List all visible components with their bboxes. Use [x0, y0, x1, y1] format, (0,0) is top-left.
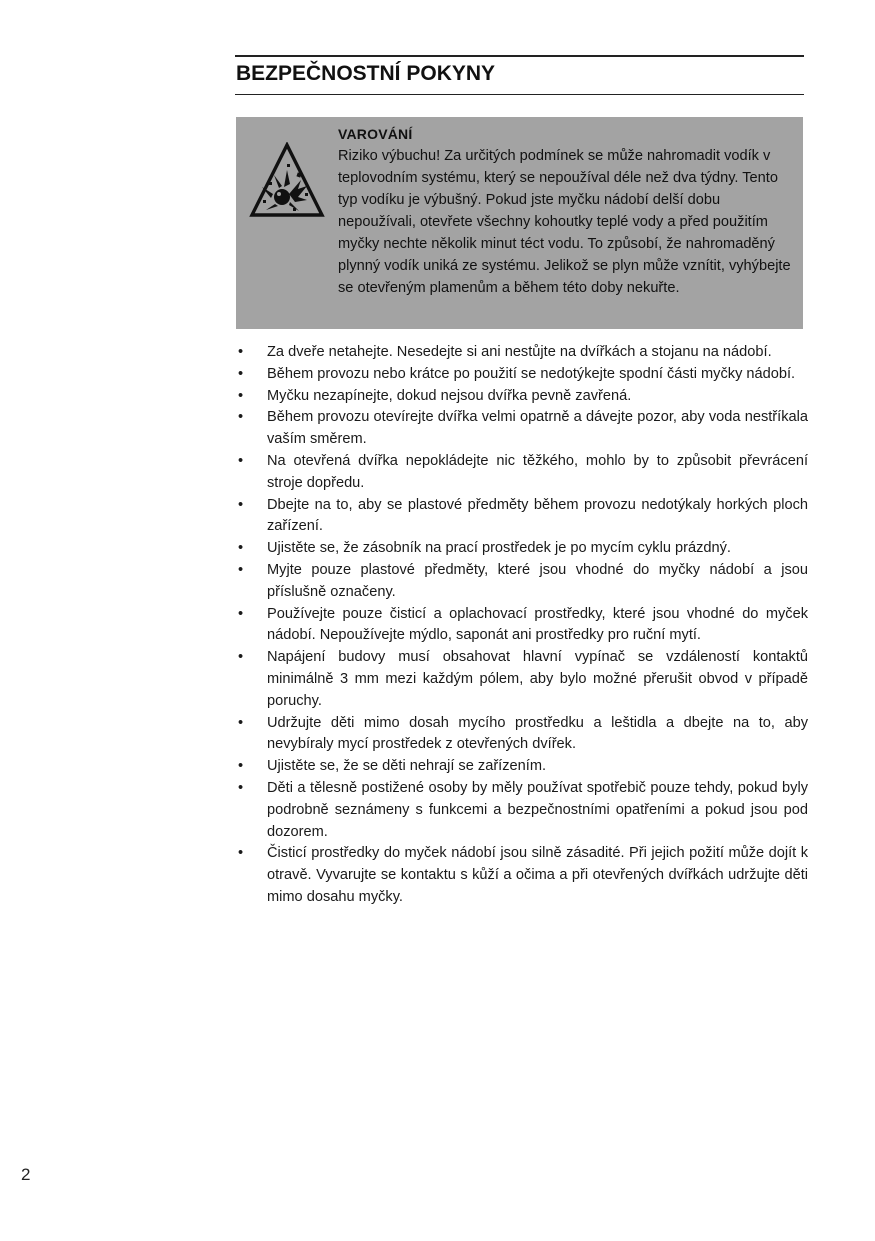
list-item — [238, 451, 808, 495]
bullet-icon: • — [238, 649, 244, 666]
list-item — [238, 843, 808, 908]
bullet-icon: • — [238, 758, 244, 775]
list-item-text: Ujistěte se, že zásobník na prací prostředek je po mycím cyklu prázdný. — [267, 540, 731, 557]
list-item — [238, 713, 808, 757]
list-item-text: Napájení budovy musí obsahovat hlavní vypínač se vzdáleností kontaktů minimálně 3 mm mezi každým pólem, aby bylo možné přerušit obvod v případě poruchy. — [267, 649, 808, 709]
list-item — [238, 495, 808, 539]
list-item-text: Dbejte na to, aby se plastové předměty během provozu nedotýkaly horkých ploch zařízení. — [267, 496, 808, 535]
warning-text — [338, 123, 796, 299]
bullet-icon: • — [238, 540, 244, 557]
list-item-text: Používejte pouze čisticí a oplachovací prostředky, které jsou vhodné do myček nádobí. Nepoužívejte mýdlo, saponát ani prostředky pro ruční mytí. — [267, 605, 808, 644]
list-item-text: Myčku nezapínejte, dokud nejsou dvířka pevně zavřená. — [267, 387, 632, 404]
bullet-icon: • — [238, 365, 244, 382]
warning-box — [236, 117, 803, 329]
header-top-rule — [235, 55, 804, 57]
explosion-hazard-icon — [249, 142, 325, 220]
page-title: BEZPEČNOSTNÍ POKYNY — [236, 62, 496, 85]
bullet-icon: • — [238, 779, 244, 796]
list-item — [238, 538, 808, 560]
bullet-icon: • — [238, 561, 244, 578]
list-item — [238, 604, 808, 648]
list-item — [238, 386, 808, 408]
list-item — [238, 560, 808, 604]
warning-title: VAROVÁNÍ — [338, 126, 413, 142]
bullet-icon: • — [238, 496, 244, 513]
bullet-icon: • — [238, 344, 244, 360]
list-item — [238, 647, 808, 712]
list-item-text: Čisticí prostředky do myček nádobí jsou silně zásadité. Při jejich požití může dojít k otravě. Vyvarujte se kontaktu s kůží a očima a při otevřených dvířkách udržujte děti mimo dosahu myčky. — [267, 845, 808, 905]
bullet-icon: • — [238, 605, 244, 622]
bullet-icon: • — [238, 409, 244, 426]
bullet-icon: • — [238, 452, 244, 469]
list-item-text: Myjte pouze plastové předměty, které jsou vhodné do myčky nádobí a jsou příslušně označeny. — [267, 561, 808, 600]
list-item-text: Za dveře netahejte. Nesedejte si ani nestůjte na dvířkách a stojanu na nádobí. — [267, 344, 772, 360]
list-item — [238, 756, 808, 778]
list-item-text: Děti a tělesně postižené osoby by měly používat spotřebič pouze tehdy, pokud byly podrobně seznámeny s funkcemi a bezpečnostními opatřeními a pokud jsou pod dozorem. — [267, 779, 808, 840]
bullet-icon: • — [238, 387, 244, 404]
list-item-text: Udržujte děti mimo dosah mycího prostředku a leštidla a dbejte na to, aby nevybíraly mycí prostředek z otevřených dvířek. — [267, 714, 808, 753]
list-item — [238, 364, 808, 386]
warning-body: Riziko výbuchu! Za určitých podmínek se může nahromadit vodík v teplovodním systému, který se nepoužíval déle než dva týdny. Tento typ vodíku je výbušný. Pokud jste myčku nádobí delší dobu nepoužívali, otevřete všechny kohoutky teplé vody a před použitím myčky nechte několik minut téct vodu. To způsobí, že nahromaděný plynný vodík uniká ze systému. Jelikož se plyn může vznítit, vyhýbejte se otevřeným plamenům a během této doby nekuřte. — [338, 148, 791, 296]
list-item-text: Ujistěte se, že se děti nehrají se zařízením. — [267, 758, 547, 775]
list-item-text: Na otevřená dvířka nepokládejte nic těžkého, mohlo by to způsobit převrácení stroje dopředu. — [267, 452, 808, 491]
list-item — [238, 342, 808, 364]
list-item-text: Během provozu nebo krátce po použití se nedotýkejte spodní části myčky nádobí. — [267, 365, 796, 382]
safety-instructions-list — [238, 342, 808, 909]
list-item-text: Během provozu otevírejte dvířka velmi opatrně a dávejte pozor, aby voda nestříkala vaším směrem. — [267, 409, 808, 448]
bullet-icon: • — [238, 714, 244, 731]
page-number: 2 — [21, 1165, 31, 1184]
list-item — [238, 407, 808, 451]
bullet-icon: • — [238, 845, 244, 862]
header-bottom-rule — [235, 94, 804, 95]
list-item — [238, 778, 808, 843]
